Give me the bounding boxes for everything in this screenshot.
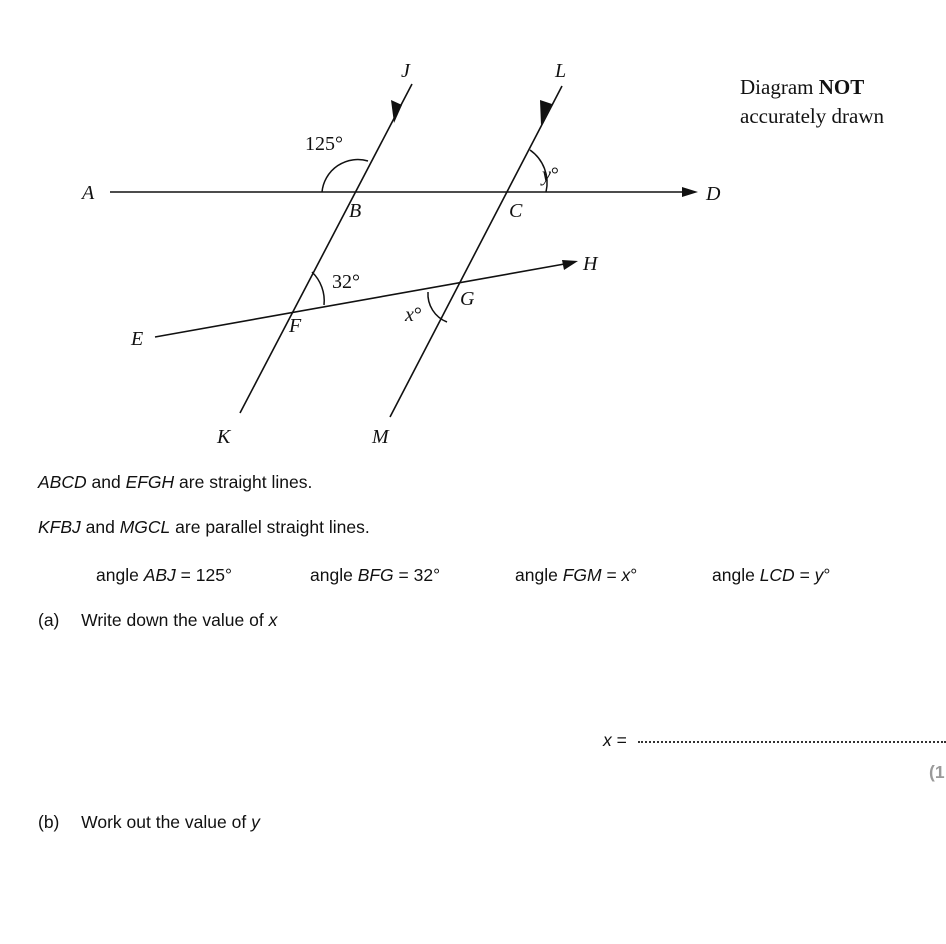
label-m: M — [372, 426, 389, 448]
angle-label-abj: 125° — [305, 133, 343, 155]
label-l: L — [555, 60, 567, 82]
angle-arc-bfg — [312, 272, 324, 305]
note-prefix: Diagram — [740, 75, 819, 99]
label-k: K — [217, 426, 231, 448]
given-angle-fgm: angle FGM = x° — [515, 565, 638, 585]
marks-part-a: (1 — [929, 762, 945, 782]
label-d: D — [706, 183, 721, 205]
arrow-l-icon — [540, 100, 552, 125]
label-c: C — [509, 200, 523, 222]
diagram-note — [740, 73, 884, 131]
note-line2: accurately drawn — [740, 104, 884, 128]
label-f: F — [289, 315, 302, 337]
question-part-a: (a) Write down the value of x — [38, 610, 278, 630]
question-part-b: (b) Work out the value of y — [38, 812, 260, 832]
angles-diagram — [0, 0, 946, 470]
line-mgcl — [390, 86, 562, 417]
note-bold: NOT — [818, 75, 865, 99]
answer-line-x[interactable] — [638, 741, 946, 743]
part-a-label: (a) — [38, 610, 60, 630]
given-angle-lcd: angle LCD = y° — [712, 565, 831, 585]
label-g: G — [460, 288, 475, 310]
statement-straight-lines: ABCD and EFGH are straight lines. — [38, 472, 313, 492]
given-angle-bfg: angle BFG = 32° — [310, 565, 441, 585]
angle-arc-abj — [322, 160, 368, 192]
label-j: J — [401, 60, 410, 82]
arrow-d-icon — [682, 187, 698, 197]
label-e: E — [131, 328, 144, 350]
label-a: A — [82, 182, 95, 204]
line-efgh — [155, 263, 570, 337]
statement-parallel-lines: KFBJ and MGCL are parallel straight lines. — [38, 517, 370, 537]
angle-label-x: x° — [405, 304, 422, 326]
angle-label-bfg: 32° — [332, 271, 360, 293]
given-angle-abj: angle ABJ = 125° — [96, 565, 232, 585]
angle-label-y: y° — [542, 164, 559, 186]
label-b: B — [349, 200, 362, 222]
angle-arc-fgm — [428, 292, 447, 322]
arrow-h-icon — [562, 260, 578, 270]
label-h: H — [583, 253, 598, 275]
answer-label-x: x = — [603, 730, 627, 750]
part-b-label: (b) — [38, 812, 60, 832]
